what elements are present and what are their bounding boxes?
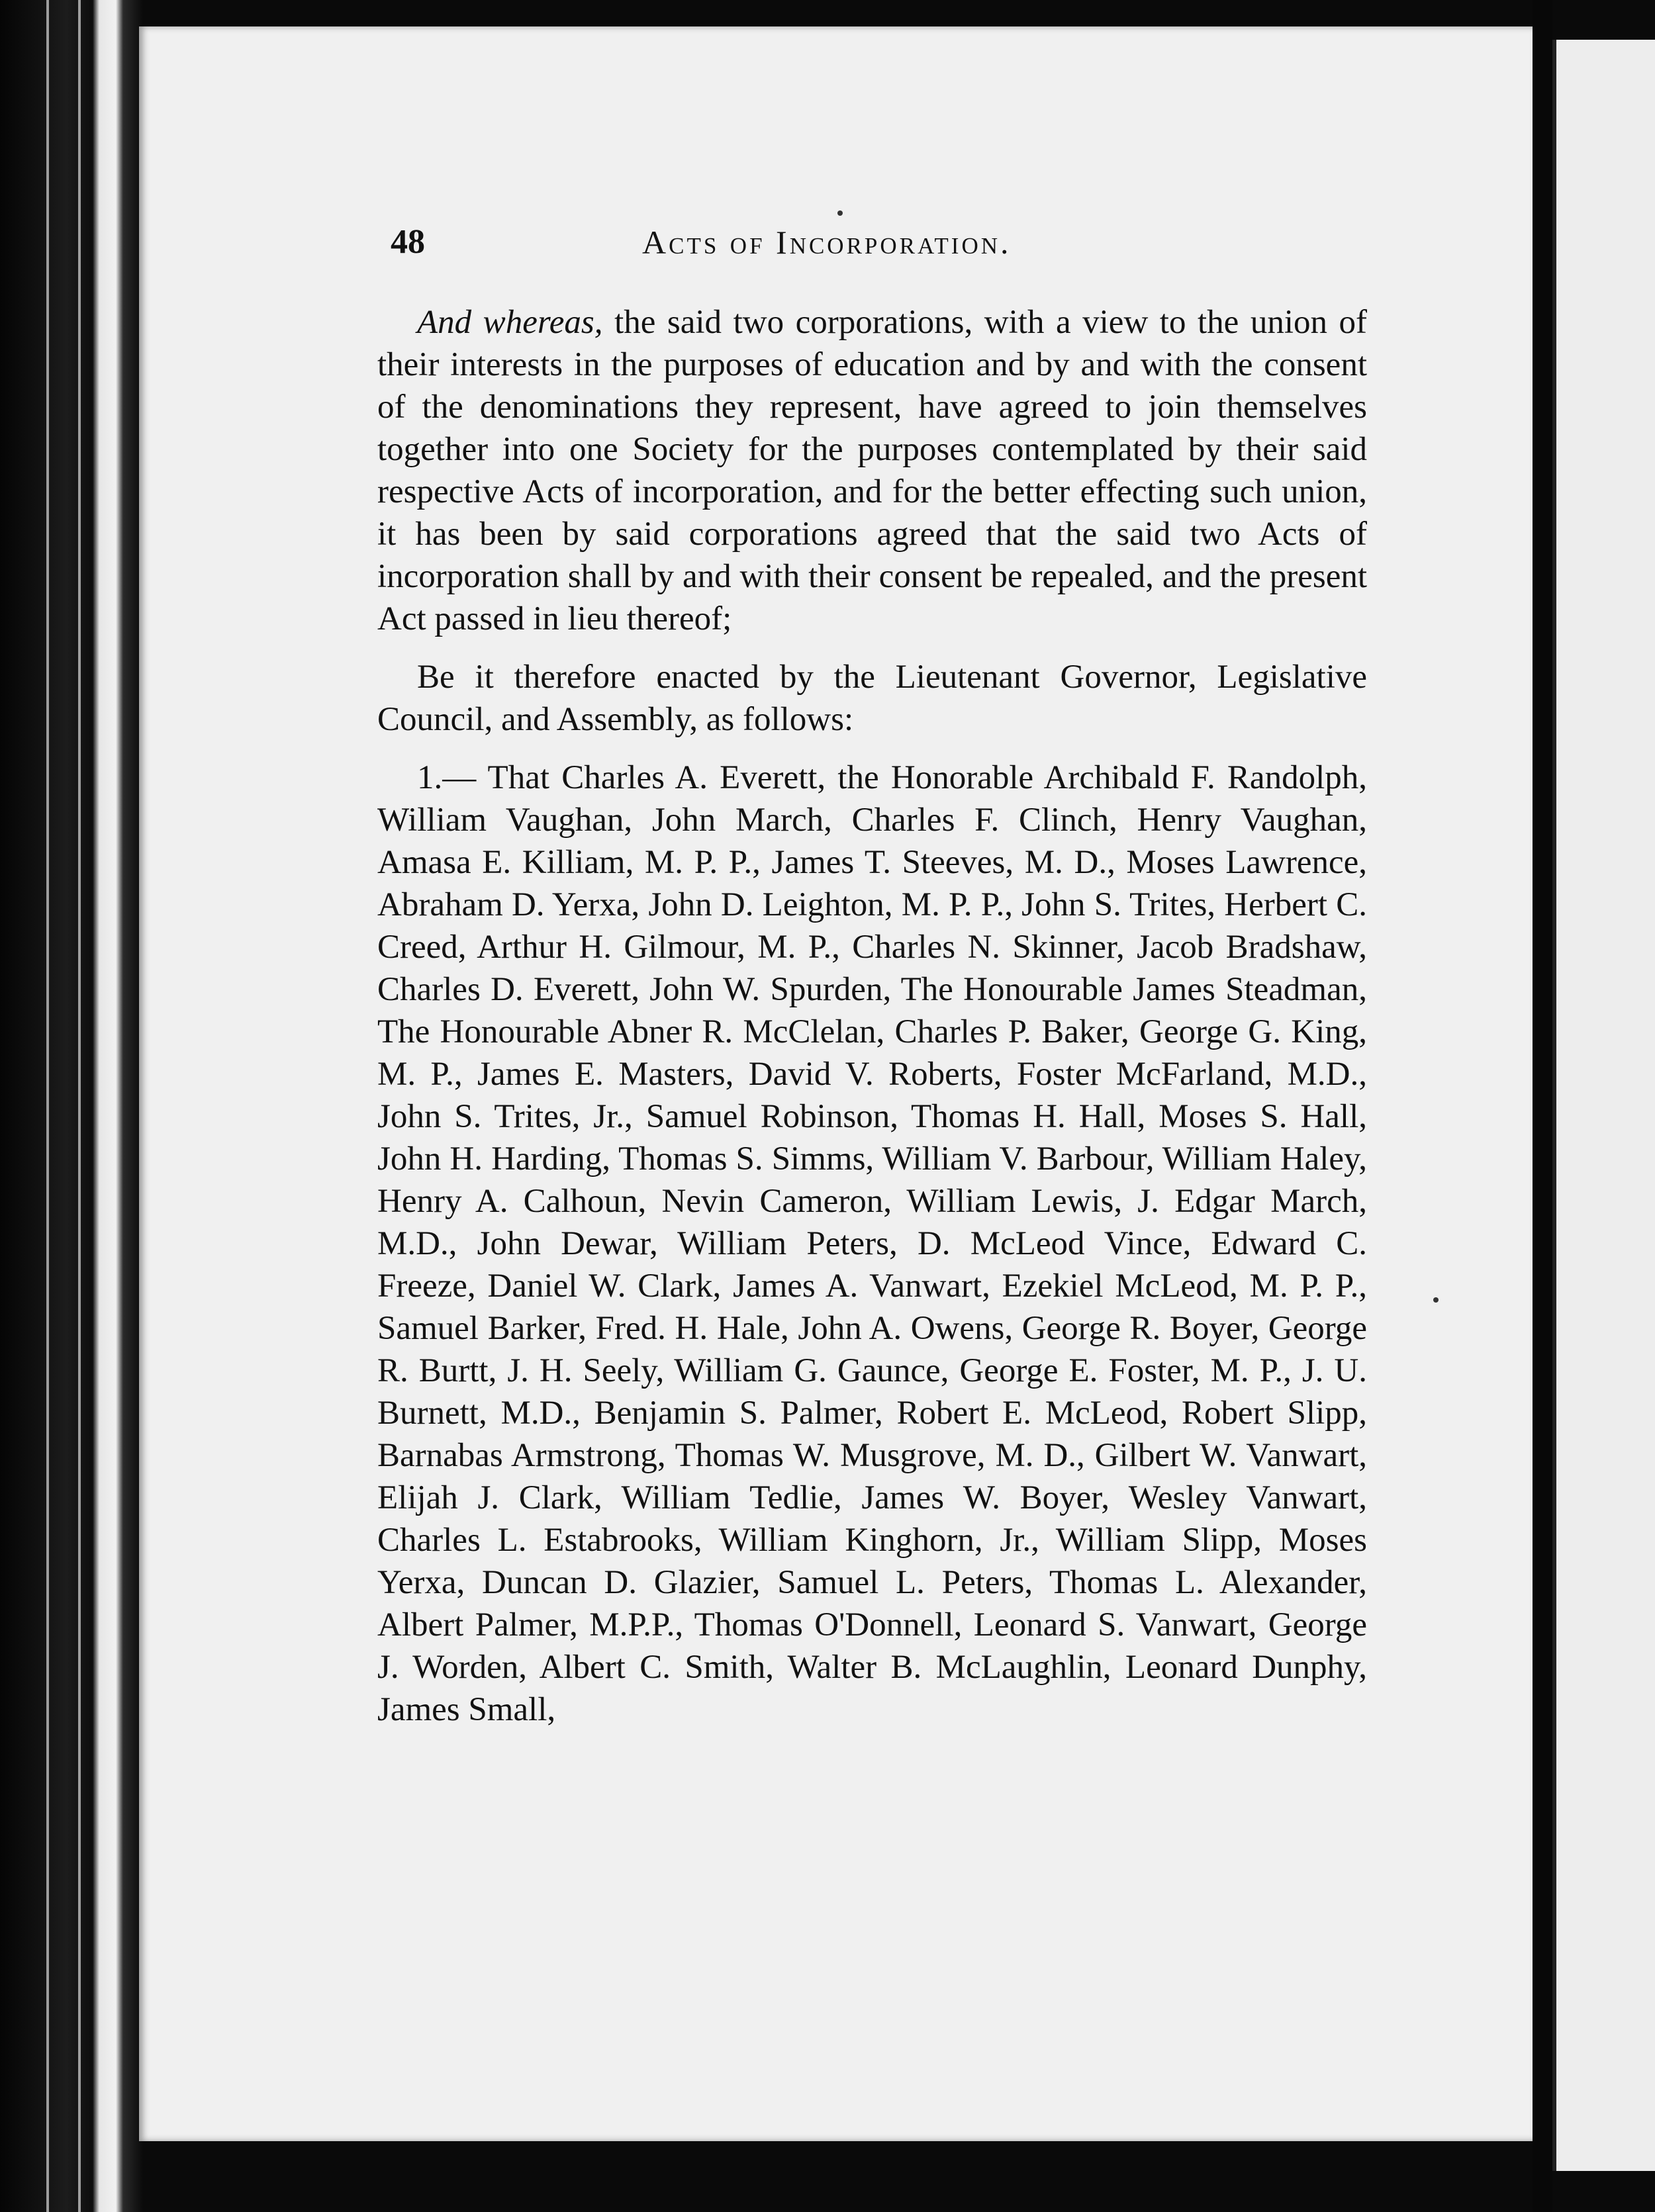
section-1-paragraph <box>377 757 1367 1731</box>
book-gutter <box>0 0 142 2212</box>
page-header <box>391 218 1370 278</box>
page-edge-shadow <box>1533 0 1552 2212</box>
scan-speck <box>1433 1297 1439 1303</box>
gutter-line <box>46 0 49 2212</box>
running-title: Acts of Incorporation. <box>642 224 1012 261</box>
section-number: 1.— <box>417 759 477 796</box>
whereas-text: the said two corporations, with a view to the union of their interests in the purposes of education and by and with the consent of the denominations they represent, have agreed to join themselves together into one Society for the purposes contemplated by their said respective Acts of incorporation, and for the better effecting such union, it has been by said corporations agreed that the said two Acts of incorporation shall by and with their consent be repealed, and the present Act passed in lieu thereof; <box>377 304 1368 637</box>
whereas-lead: And whereas, <box>417 304 603 341</box>
section-1-text: That Charles A. Everett, the Honorable Archibald F. Randolph, William Vaughan, John March, Charles F. Clinch, Henry Vaughan, Amasa E. Killiam, M. P. P., James T. Steeves, M. D., Moses Lawrence, Abraham D. Yerxa, John D. Leighton, M. P. P., John S. Trites, Herbert C. Creed, Arthur H. Gilmour, M. P., Charles N. Skinner, Jacob Bradshaw, Charles D. Everett, John W. Spurden, The Honourable James Steadman, The Honourable Abner R. McClelan, Charles P. Baker, George G. King, M. P., James E. Masters, David V. Roberts, Foster McFarland, M.D., John S. Trites, Jr., Samuel Robinson, Thomas H. Hall, Moses S. Hall, John H. Harding, Thomas S. Simms, William V. Barbour, William Haley, Henry A. Calhoun, Nevin Cameron, William Lewis, J. Edgar March, M.D., John Dewar, William Peters, D. McLeod Vince, Edward C. Freeze, Daniel W. Clark, James A. Vanwart, Ezekiel McLeod, M. P. P., Samuel Barker, Fred. H. Hale, John A. Owens, George R. Boyer, George R. Burtt, J. H. Seely, William G. Gaunce, George E. Foster, M. P., J. U. Burnett, M.D., Benjamin S. Palmer, Robert E. McLeod, Robert Slipp, Barnabas Armstrong, Thomas W. Musgrove, M. D., Gilbert W. Vanwart, Elijah J. Clark, William Tedlie, James W. Boyer, Wesley Vanwart, Charles L. Estabrooks, William Kinghorn, Jr., William Slipp, Moses Yerxa, Duncan D. Glazier, Samuel L. Peters, Thomas L. Alexander, Albert Palmer, M.P.P., Thomas O'Donnell, Leonard S. Vanwart, George J. Worden, Albert C. Smith, Walter B. McLaughlin, Leonard Dunphy, James Small, <box>377 759 1367 1728</box>
next-page-sliver <box>1552 40 1655 2171</box>
page-number: 48 <box>391 223 425 261</box>
scan-speck <box>837 210 843 216</box>
next-page-edge <box>1552 40 1556 2171</box>
page-body <box>377 301 1367 1747</box>
enacting-paragraph: Be it therefore enacted by the Lieutenant Governor, Legislative Council, and Assembly, as follows: <box>377 659 1367 738</box>
gutter-line <box>78 0 81 2212</box>
whereas-paragraph <box>377 301 1367 640</box>
